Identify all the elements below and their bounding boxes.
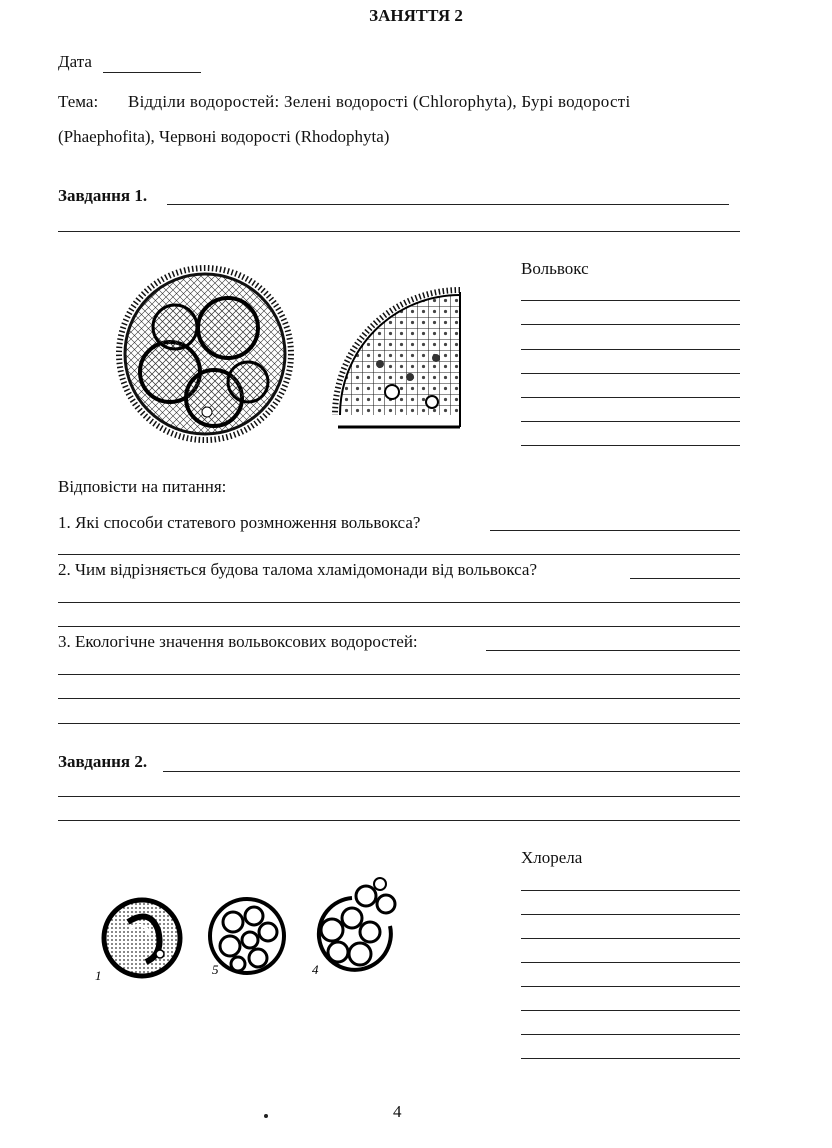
- volvox-line-5[interactable]: [521, 397, 740, 398]
- topic-line-1: Відділи водоростей: Зелені водорості (Chlorophyta), Бурі водорості: [128, 92, 631, 111]
- task2-line-2[interactable]: [58, 796, 740, 797]
- date-line[interactable]: [103, 72, 201, 73]
- scan-dot: [264, 1114, 268, 1118]
- volvox-line-6[interactable]: [521, 421, 740, 422]
- question-3-line-1[interactable]: [486, 650, 740, 651]
- volvox-line-3[interactable]: [521, 349, 740, 350]
- question-3: 3. Екологічне значення вольвоксових водоростей:: [58, 632, 418, 651]
- question-2: 2. Чим відрізняється будова талома хламідомонади від вольвокса?: [58, 560, 538, 579]
- question-3-line-4[interactable]: [58, 723, 740, 724]
- chlorella-illustration: [90, 870, 410, 990]
- chlorella-line-2[interactable]: [521, 914, 740, 915]
- question-2-line-2[interactable]: [58, 602, 740, 603]
- topic-label: Тема:: [58, 92, 99, 111]
- question-2-line-1[interactable]: [630, 578, 740, 579]
- chlorella-line-6[interactable]: [521, 1010, 740, 1011]
- question-1: 1. Які способи статевого розмноження вольвокса?: [58, 513, 421, 532]
- topic-line-2: (Phaephofita), Червоні водорості (Rhodophyta): [58, 127, 390, 146]
- date-label: Дата: [58, 52, 92, 71]
- chlorella-caption: Хлорела: [521, 848, 583, 867]
- answer-intro: Відповісти на питання:: [58, 477, 227, 496]
- volvox-line-2[interactable]: [521, 324, 740, 325]
- question-2-line-3[interactable]: [58, 626, 740, 627]
- volvox-line-7[interactable]: [521, 445, 740, 446]
- task1-title: Завдання 1.: [58, 186, 148, 205]
- figure-label-4: 4: [312, 962, 319, 977]
- question-1-line-2[interactable]: [58, 554, 740, 555]
- question-1-line-1[interactable]: [490, 530, 740, 531]
- chlorella-line-5[interactable]: [521, 986, 740, 987]
- chlorella-line-8[interactable]: [521, 1058, 740, 1059]
- task2-line-1[interactable]: [163, 771, 740, 772]
- volvox-line-4[interactable]: [521, 373, 740, 374]
- chlorella-line-4[interactable]: [521, 962, 740, 963]
- volvox-caption: Вольвокс: [521, 259, 589, 278]
- task1-line-1[interactable]: [167, 204, 729, 205]
- page-number: 4: [393, 1102, 402, 1121]
- chlorella-line-3[interactable]: [521, 938, 740, 939]
- task2-line-3[interactable]: [58, 820, 740, 821]
- question-3-line-3[interactable]: [58, 698, 740, 699]
- task2-title: Завдання 2.: [58, 752, 148, 771]
- question-3-line-2[interactable]: [58, 674, 740, 675]
- page-title: ЗАНЯТТЯ 2: [369, 6, 463, 25]
- chlorella-line-7[interactable]: [521, 1034, 740, 1035]
- volvox-illustration: [110, 262, 470, 462]
- task1-line-2[interactable]: [58, 231, 740, 232]
- figure-label-5: 5: [212, 962, 219, 977]
- figure-label-1: 1: [95, 968, 102, 983]
- chlorella-line-1[interactable]: [521, 890, 740, 891]
- volvox-line-1[interactable]: [521, 300, 740, 301]
